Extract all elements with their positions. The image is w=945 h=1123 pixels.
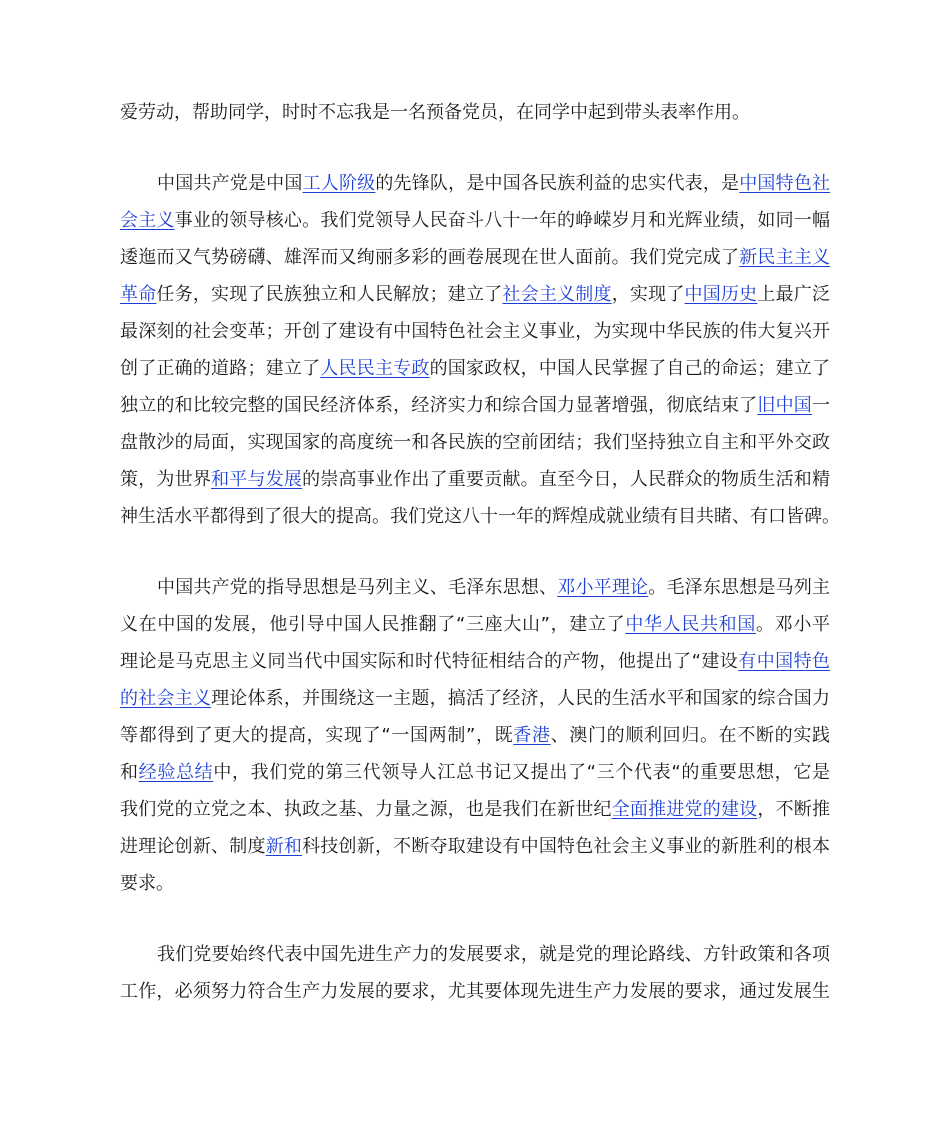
hyperlink[interactable]: 新民主主义 [739,247,830,268]
text-segment: 中，我们党的第三代领导人江总书记又提出了“三个代表“的重要思想，它是 [213,762,830,783]
text-line [120,717,830,754]
text-segment: 我们党要始终代表中国先进生产力的发展要求，就是党的理论路线、方针政策和各项 [157,944,830,965]
document-page [120,94,840,1010]
paragraph-gap [120,535,830,569]
paragraph [120,936,830,1010]
text-line [120,973,830,1010]
text-segment: 。毛泽东思想是马列主 [648,577,831,598]
text-line [120,94,830,131]
hyperlink[interactable]: 人民民主专政 [320,358,430,379]
text-segment: ，实现了 [611,284,685,305]
text-segment: 爱劳动，帮助同学，时时不忘我是一名预备党员，在同学中起到带头表率作用。 [120,102,750,123]
text-line [120,498,840,535]
paragraph [120,569,830,902]
paragraph-gap [120,902,830,936]
hyperlink[interactable]: 革命 [120,284,157,305]
hyperlink[interactable]: 会主义 [120,210,175,231]
text-segment: 要求。 [120,873,174,894]
hyperlink[interactable]: 和平与发展 [211,469,303,490]
text-segment: 中国共产党是中国 [157,173,303,194]
hyperlink[interactable]: 有中国特色 [738,651,831,672]
text-segment: 一 [812,395,831,416]
hyperlink[interactable]: 社会主义制度 [502,284,612,305]
text-line [120,313,830,350]
hyperlink[interactable]: 中国历史 [684,284,758,305]
text-line [120,643,830,680]
text-segment: 中国共产党的指导思想是马列主义、毛泽东思想、 [157,577,558,598]
hyperlink[interactable]: 旧中国 [757,395,813,416]
text-line [120,239,830,276]
text-line [120,754,830,791]
text-segment: 进理论创新、制度 [120,836,266,857]
text-line [120,828,830,865]
text-segment: 最深刻的社会变革；开创了建设有中国特色社会主义事业，为实现中华民族的伟大复兴开 [120,321,830,342]
text-segment: 理论是马克思主义同当代中国实际和时代特征相结合的产物，他提出了“建设 [120,651,739,672]
text-segment: 神生活水平都得到了很大的提高。我们党这八十一年的辉煌成就业绩有目共睹、有口皆碑。 [120,506,840,527]
hyperlink[interactable]: 全面推进党的建设 [611,799,758,820]
text-segment: 的国家政权，中国人民掌握了自己的命运；建立了 [429,358,831,379]
hyperlink[interactable]: 香港 [513,725,551,746]
text-segment: 等都得到了更大的提高，实现了“一国两制”，既 [120,725,514,746]
text-segment: 创了正确的道路；建立了 [120,358,321,379]
paragraph [120,165,840,535]
text-line [120,165,830,202]
paragraph-gap [120,131,830,165]
text-segment: 工作，必须努力符合生产力发展的要求，尤其要体现先进生产力发展的要求，通过发展生 [120,981,830,1002]
text-segment: 、澳门的顺利回归。在不断的实践 [550,725,831,746]
text-line [120,936,830,973]
text-segment: 我们党的立党之本、执政之基、力量之源，也是我们在新世纪 [120,799,612,820]
text-segment: 的先锋队，是中国各民族利益的忠实代表，是 [375,173,740,194]
paragraph [120,94,830,131]
text-line [120,424,830,461]
text-segment: 事业的领导核心。我们党领导人民奋斗八十一年的峥嵘岁月和光辉业绩，如同一幅 [174,210,831,231]
text-line [120,569,830,606]
text-segment: 逶迤而又气势磅礴、雄浑而又绚丽多彩的画卷展现在世人面前。我们党完成了 [120,247,740,268]
text-segment: 独立的和比较完整的国民经济体系，经济实力和综合国力显著增强，彻底结束了 [120,395,758,416]
text-line [120,276,830,313]
text-line [120,791,830,828]
hyperlink[interactable]: 工人阶级 [302,173,376,194]
hyperlink[interactable]: 经验总结 [138,762,214,783]
text-line [120,202,830,239]
hyperlink[interactable]: 的社会主义 [120,688,212,709]
text-segment: 任务，实现了民族独立和人民解放；建立了 [156,284,503,305]
text-segment: ，不断推 [757,799,831,820]
text-line [120,606,830,643]
text-segment: 义在中国的发展，他引导中国人民推翻了“三座大山”，建立了 [120,614,626,635]
text-line [120,865,830,902]
text-segment: 策，为世界 [120,469,212,490]
hyperlink[interactable]: 中国特色社 [739,173,831,194]
text-segment: 科技创新，不断夺取建设有中国特色社会主义事业的新胜利的根本 [302,836,831,857]
text-line [120,387,830,424]
hyperlink[interactable]: 邓小平理论 [557,577,649,598]
text-segment: 盘散沙的局面，实现国家的高度统一和各民族的空前团结；我们坚持独立自主和平外交政 [120,432,830,453]
text-line [120,350,830,387]
text-segment: 。邓小平 [756,614,831,635]
text-segment: 上最广泛 [757,284,831,305]
text-line [120,461,830,498]
hyperlink[interactable]: 新和 [265,836,303,857]
text-segment: 的崇高事业作出了重要贡献。直至今日，人民群众的物质生活和精 [302,469,831,490]
text-segment: 理论体系，并围绕这一主题，搞活了经济，人民的生活水平和国家的综合国力 [211,688,831,709]
text-line [120,680,830,717]
hyperlink[interactable]: 中华人民共和国 [625,614,756,635]
text-segment: 和 [120,762,139,783]
